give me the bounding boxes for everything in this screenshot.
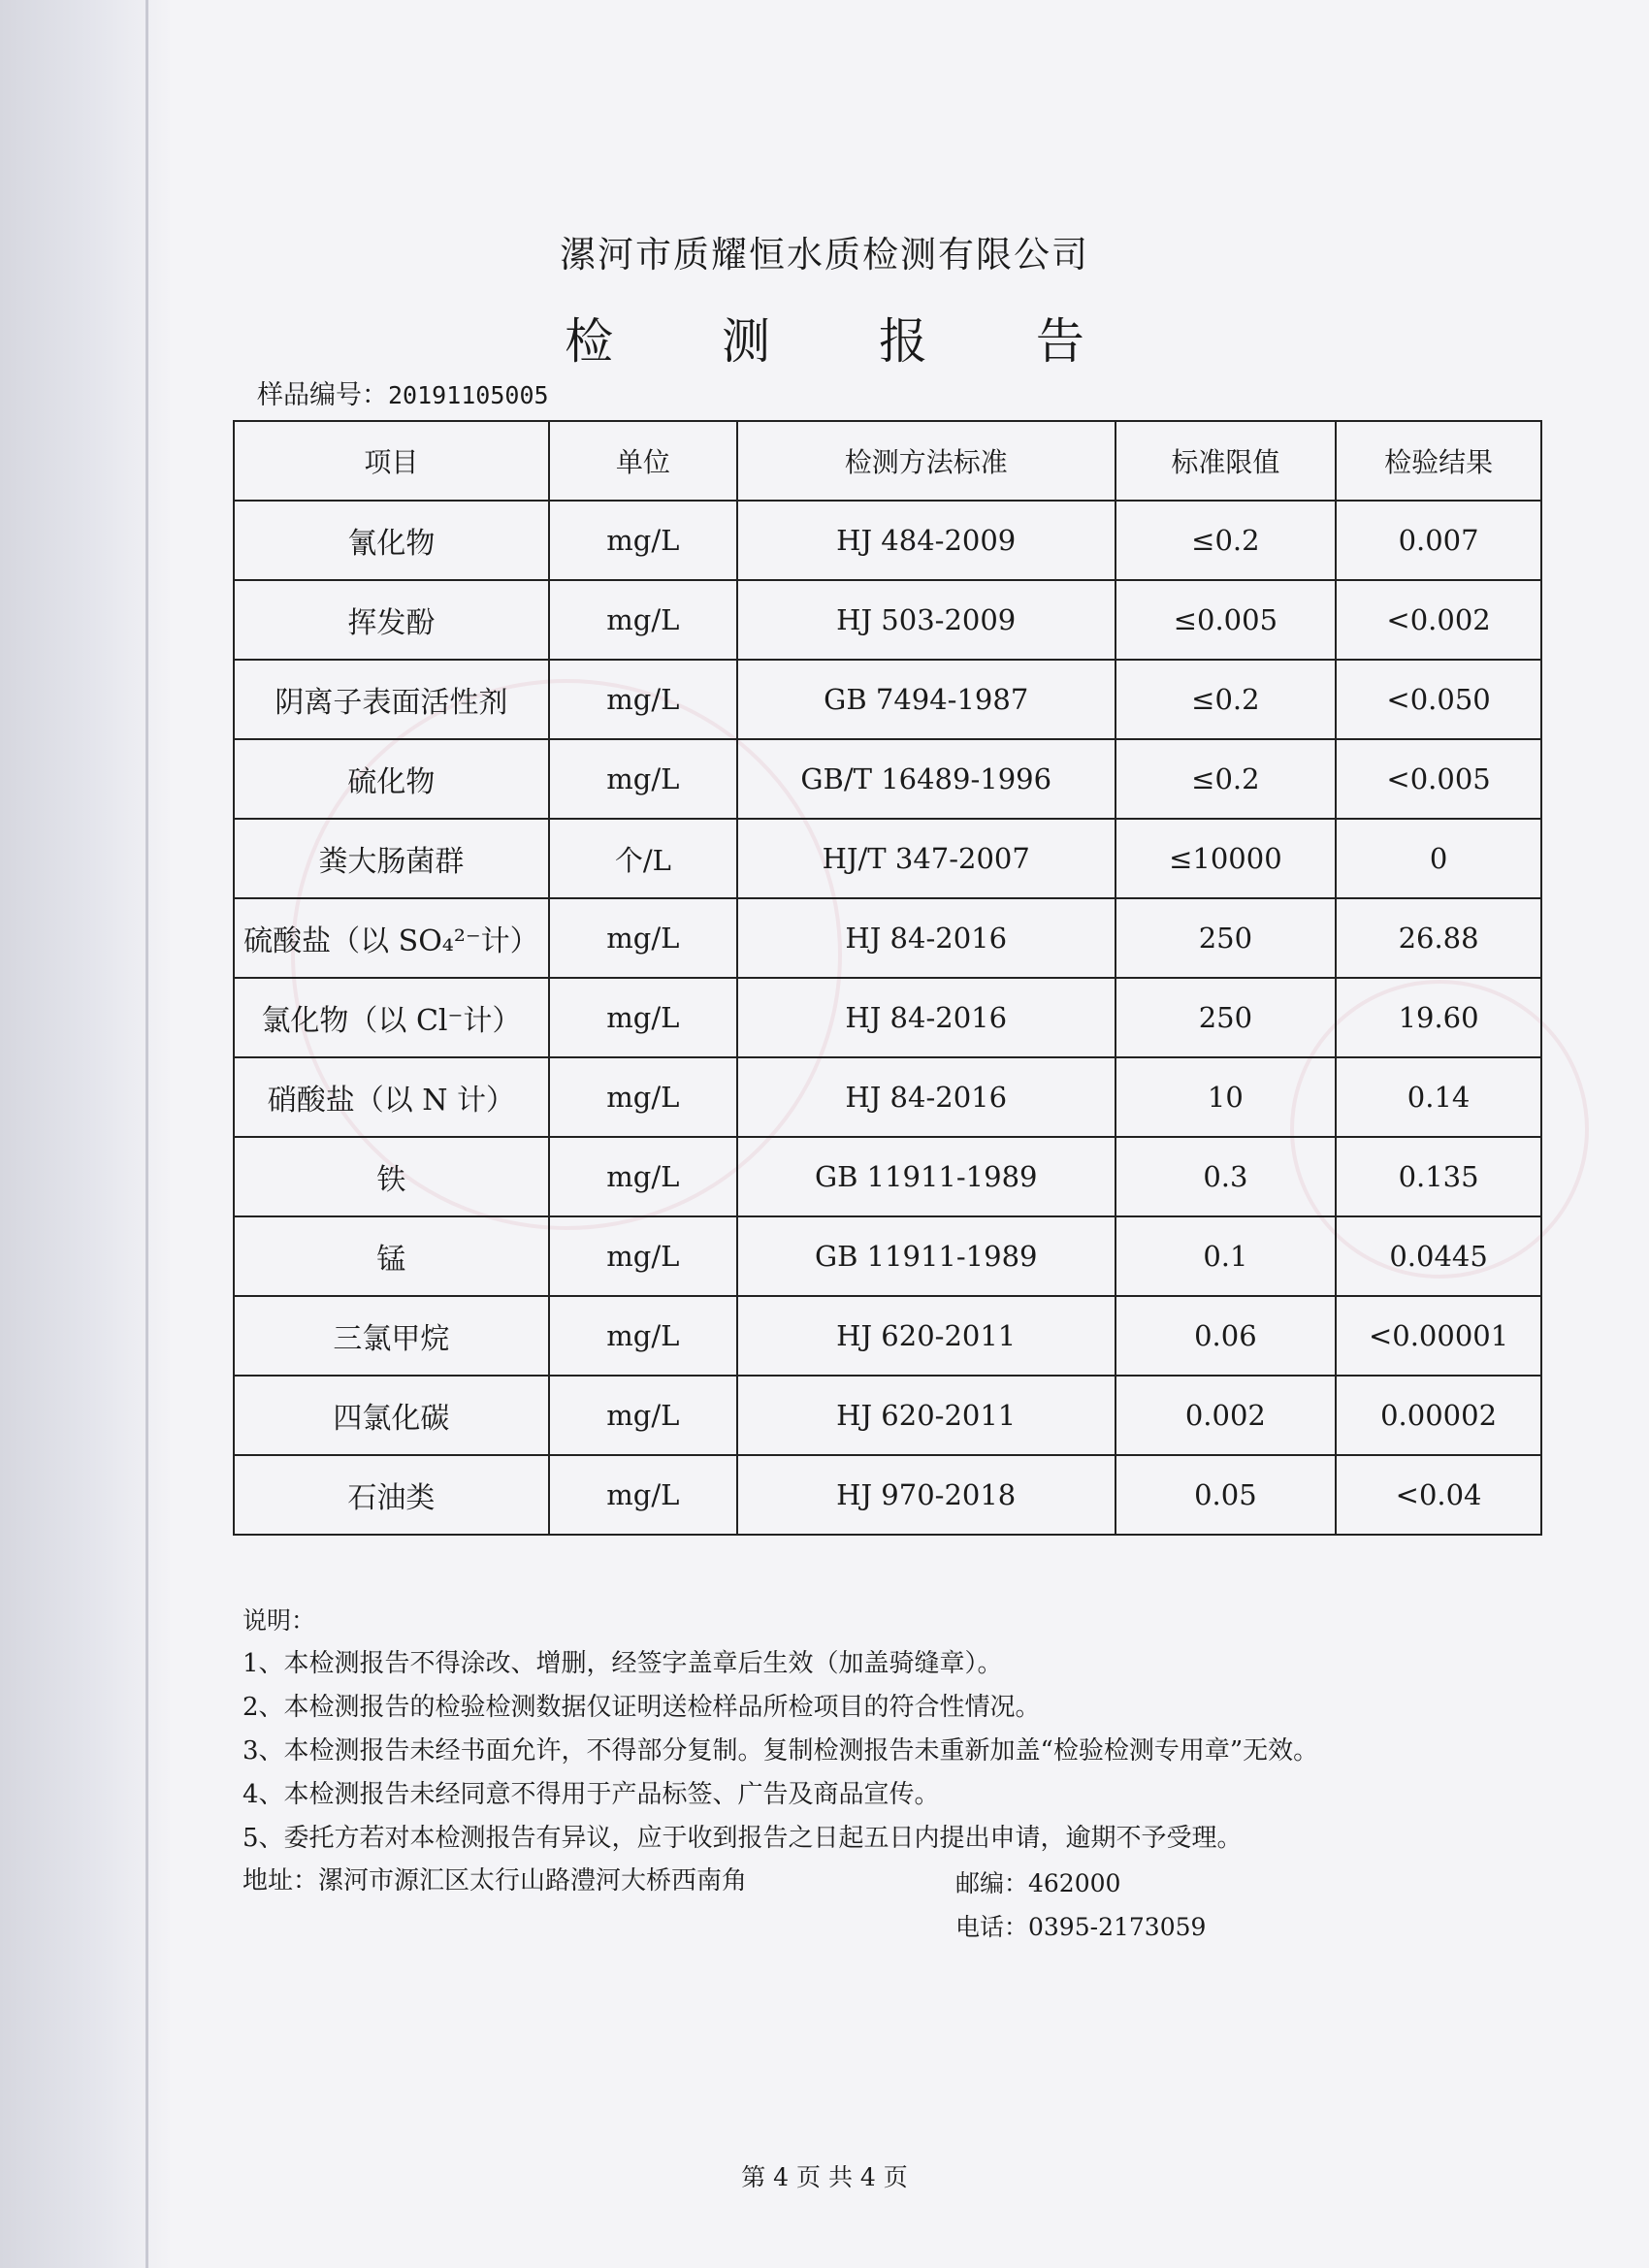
- method-cell: HJ 84-2016: [737, 978, 1116, 1057]
- method-cell: HJ 620-2011: [737, 1296, 1116, 1376]
- unit-cell: mg/L: [549, 1376, 737, 1455]
- report-title: 检 测 报 告: [565, 313, 1131, 370]
- table-row: [234, 1296, 1541, 1376]
- table-body: [234, 501, 1541, 1535]
- limit-cell: 10: [1116, 1057, 1337, 1137]
- method-cell: HJ 620-2011: [737, 1376, 1116, 1455]
- result-cell: 26.88: [1336, 898, 1541, 978]
- table-header-row: [234, 421, 1541, 501]
- result-cell: <0.050: [1336, 660, 1541, 739]
- note-3: 3、本检测报告未经书面允许，不得部分复制。复制检测报告未重新加盖“检验检测专用章”无效。: [242, 1736, 1319, 1766]
- result-cell: <0.00001: [1336, 1296, 1541, 1376]
- result-cell: 19.60: [1336, 978, 1541, 1057]
- header-limit: 标准限值: [1116, 421, 1337, 501]
- unit-cell: mg/L: [549, 580, 737, 660]
- table-row: [234, 1455, 1541, 1535]
- table-row: [234, 819, 1541, 898]
- table-row: [234, 1057, 1541, 1137]
- item-cell: 石油类: [234, 1455, 549, 1535]
- item-cell: 氯化物（以 Cl⁻计）: [234, 978, 549, 1057]
- notes: [242, 1599, 1318, 1861]
- header-method: 检测方法标准: [737, 421, 1116, 501]
- limit-cell: 250: [1116, 978, 1337, 1057]
- item-cell: 挥发酚: [234, 580, 549, 660]
- unit-cell: mg/L: [549, 978, 737, 1057]
- limit-cell: 0.3: [1116, 1137, 1337, 1216]
- item-cell: 氰化物: [234, 501, 549, 580]
- item-cell: 三氯甲烷: [234, 1296, 549, 1376]
- result-cell: 0: [1336, 819, 1541, 898]
- method-cell: HJ 503-2009: [737, 580, 1116, 660]
- postcode: 邮编：462000: [955, 1869, 1121, 1897]
- phone: 电话：0395-2173059: [955, 1913, 1207, 1941]
- header-unit: 单位: [549, 421, 737, 501]
- note-4: 4、本检测报告未经同意不得用于产品标签、广告及商品宣传。: [242, 1780, 940, 1809]
- note-2: 2、本检测报告的检验检测数据仅证明送检样品所检项目的符合性情况。: [242, 1693, 1041, 1722]
- table-row: [234, 1137, 1541, 1216]
- unit-cell: mg/L: [549, 1296, 737, 1376]
- limit-cell: 0.05: [1116, 1455, 1337, 1535]
- note-5: 5、委托方若对本检测报告有异议，应于收到报告之日起五日内提出申请，逾期不予受理。: [242, 1824, 1243, 1853]
- table-row: [234, 1216, 1541, 1296]
- limit-cell: ≤0.2: [1116, 660, 1337, 739]
- result-cell: 0.00002: [1336, 1376, 1541, 1455]
- sample-id-label: 样品编号：: [257, 380, 388, 410]
- limit-cell: 0.1: [1116, 1216, 1337, 1296]
- item-cell: 阴离子表面活性剂: [234, 660, 549, 739]
- limit-cell: 0.06: [1116, 1296, 1337, 1376]
- note-1: 1、本检测报告不得涂改、增删，经签字盖章后生效（加盖骑缝章）。: [242, 1649, 1003, 1678]
- result-cell: 0.14: [1336, 1057, 1541, 1137]
- result-cell: 0.007: [1336, 501, 1541, 580]
- limit-cell: ≤0.2: [1116, 739, 1337, 819]
- unit-cell: mg/L: [549, 1057, 737, 1137]
- table-row: [234, 660, 1541, 739]
- method-cell: HJ 84-2016: [737, 898, 1116, 978]
- result-cell: <0.002: [1336, 580, 1541, 660]
- item-cell: 硫化物: [234, 739, 549, 819]
- item-cell: 粪大肠菌群: [234, 819, 549, 898]
- notes-heading: 说明：: [242, 1606, 316, 1635]
- limit-cell: 250: [1116, 898, 1337, 978]
- limit-cell: ≤10000: [1116, 819, 1337, 898]
- unit-cell: mg/L: [549, 660, 737, 739]
- limit-cell: 0.002: [1116, 1376, 1337, 1455]
- table-row: [234, 580, 1541, 660]
- item-cell: 锰: [234, 1216, 549, 1296]
- header-result: 检验结果: [1336, 421, 1541, 501]
- address: 地址：漯河市源汇区太行山路澧河大桥西南角: [242, 1866, 748, 1895]
- method-cell: GB 11911-1989: [737, 1216, 1116, 1296]
- sample-id: [257, 373, 549, 411]
- item-cell: 铁: [234, 1137, 549, 1216]
- item-cell: 硫酸盐（以 SO₄²⁻计）: [234, 898, 549, 978]
- result-cell: 0.0445: [1336, 1216, 1541, 1296]
- method-cell: HJ/T 347-2007: [737, 819, 1116, 898]
- unit-cell: mg/L: [549, 1455, 737, 1535]
- table-row: [234, 739, 1541, 819]
- unit-cell: mg/L: [549, 1137, 737, 1216]
- limit-cell: ≤0.2: [1116, 501, 1337, 580]
- table-row: [234, 978, 1541, 1057]
- result-cell: 0.135: [1336, 1137, 1541, 1216]
- unit-cell: mg/L: [549, 501, 737, 580]
- unit-cell: mg/L: [549, 739, 737, 819]
- limit-cell: ≤0.005: [1116, 580, 1337, 660]
- page-number: 第 4 页 共 4 页: [741, 2163, 908, 2191]
- unit-cell: mg/L: [549, 898, 737, 978]
- results-table: [233, 420, 1542, 1536]
- sample-id-value: 20191105005: [388, 381, 549, 409]
- result-cell: <0.005: [1336, 739, 1541, 819]
- unit-cell: 个/L: [549, 819, 737, 898]
- header-item: 项目: [234, 421, 549, 501]
- method-cell: HJ 84-2016: [737, 1057, 1116, 1137]
- item-cell: 硝酸盐（以 N 计）: [234, 1057, 549, 1137]
- unit-cell: mg/L: [549, 1216, 737, 1296]
- method-cell: GB 11911-1989: [737, 1137, 1116, 1216]
- item-cell: 四氯化碳: [234, 1376, 549, 1455]
- method-cell: GB 7494-1987: [737, 660, 1116, 739]
- method-cell: HJ 970-2018: [737, 1455, 1116, 1535]
- table-row: [234, 501, 1541, 580]
- company-name: 漯河市质耀恒水质检测有限公司: [560, 234, 1089, 275]
- method-cell: HJ 484-2009: [737, 501, 1116, 580]
- method-cell: GB/T 16489-1996: [737, 739, 1116, 819]
- table-row: [234, 1376, 1541, 1455]
- table-row: [234, 898, 1541, 978]
- result-cell: <0.04: [1336, 1455, 1541, 1535]
